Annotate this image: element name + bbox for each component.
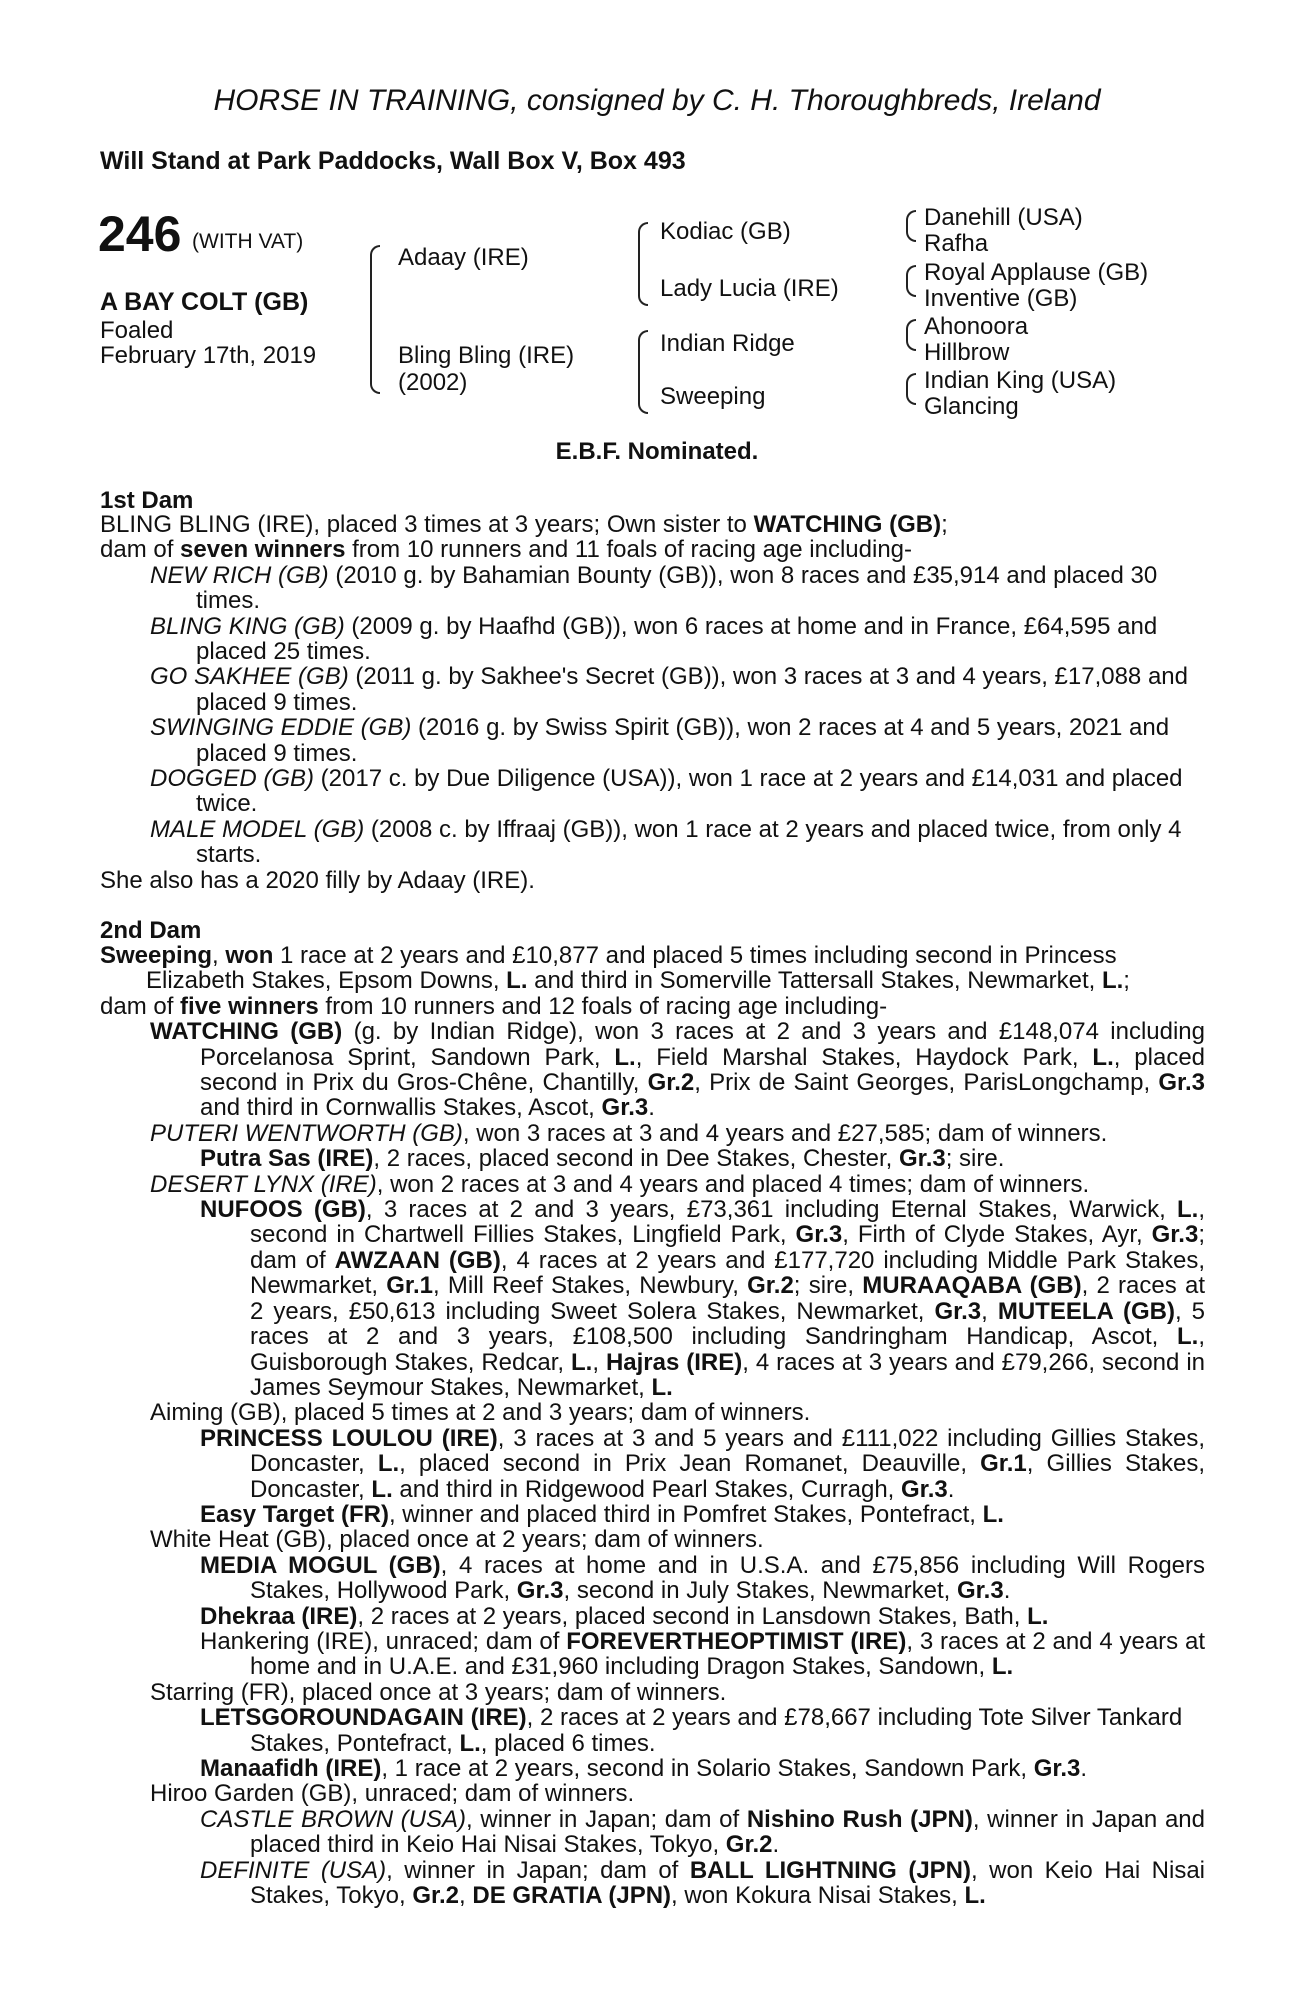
produce-dogged: DOGGED (GB) (2017 c. by Due Diligence (USA)), won 1 race at 2 years and £14,031 and placed twice. <box>150 765 1183 818</box>
pedigree-g1: Danehill (USA) <box>924 204 1083 231</box>
pedigree-brace-g2 <box>906 265 916 297</box>
second-dam-section <box>100 943 1205 1908</box>
produce-puteri-wentworth: PUTERI WENTWORTH (GB), won 3 races at 3 and 4 years and £27,585; dam of winners. <box>150 1119 1108 1147</box>
produce-watching: WATCHING (GB) (g. by Indian Ridge), won 3 races at 2 and 3 years and £148,074 including Porcelanosa Sprint, Sandown Park, L., Field Marshal Stakes, Haydock Park, L., placed second in Prix du Gros-Chêne, Chantilly, Gr.2, Prix de Saint Georges, ParisLongchamp, Gr.3 and third in Cornwallis Stakes, Ascot, Gr.3. <box>150 1018 1206 1122</box>
lot-number: 246 <box>98 206 182 262</box>
pedigree-sire-sire: Kodiac (GB) <box>660 218 791 245</box>
produce-media-mogul: MEDIA MOGUL (GB), 4 races at home and in U.S.A. and £75,856 including Will Rogers Stakes, Hollywood Park, Gr.3, second in July Stakes, Newmarket, Gr.3. <box>200 1551 1206 1605</box>
produce-hiroo-garden: Hiroo Garden (GB), unraced; dam of winners. <box>150 1780 635 1808</box>
pedigree-brace-g1 <box>906 210 916 242</box>
produce-bling-king: BLING KING (GB) (2009 g. by Haafhd (GB)), won 6 races at home and in France, £64,595 and placed 25 times. <box>150 612 1158 666</box>
pedigree-brace-main <box>370 245 380 394</box>
pedigree-sire-dam: Lady Lucia (IRE) <box>660 275 839 302</box>
produce-castle-brown: CASTLE BROWN (USA), winner in Japan; dam of Nishino Rush (JPN), winner in Japan and placed third in Keio Hai Nisai Stakes, Tokyo, Gr.2. <box>200 1805 1205 1859</box>
foaled-date: February 17th, 2019 <box>100 342 317 369</box>
pedigree-dam-sire: Indian Ridge <box>660 330 795 357</box>
produce-letsgoroundagain: LETSGOROUNDAGAIN (IRE), 2 races at 2 years and £78,667 including Tote Silver Tankard Stakes, Pontefract, L., placed 6 times. <box>200 1704 1183 1757</box>
pedigree-dam-year: (2002) <box>398 369 468 396</box>
pedigree-brace-g4 <box>906 373 916 405</box>
produce-desert-lynx: DESERT LYNX (IRE), won 2 races at 3 and 4 years and placed 4 times; dam of winners. <box>150 1170 1090 1198</box>
first-dam-note: She also has a 2020 filly by Adaay (IRE). <box>100 866 535 894</box>
pedigree-dam-dam: Sweeping <box>660 383 766 410</box>
stand-location: Will Stand at Park Paddocks, Wall Box V, Box 493 <box>100 147 686 175</box>
second-dam-intro: Sweeping, won 1 race at 2 years and £10,877 and placed 5 times including second in Princess Elizabeth Stakes, Epsom Downs, L. and third in Somerville Tattersall Stakes, Newmarket, L.; <box>100 942 1130 995</box>
produce-definite: DEFINITE (USA), winner in Japan; dam of BALL LIGHTNING (JPN), won Keio Hai Nisai Stakes, Tokyo, Gr.2, DE GRATIA (JPN), won Kokura Nisai Stakes, L. <box>200 1856 1205 1910</box>
pedigree-g6: Hillbrow <box>924 339 1010 366</box>
pedigree-g7: Indian King (USA) <box>924 367 1117 394</box>
produce-swinging-eddie: SWINGING EDDIE (GB) (2016 g. by Swiss Spirit (GB)), won 2 races at 4 and 5 years, 2021 and placed 9 times. <box>150 714 1170 767</box>
pedigree-brace-sire <box>638 222 648 306</box>
produce-new-rich: NEW RICH (GB) (2010 g. by Bahamian Bounty (GB)), won 8 races and £35,914 and placed 30 times. <box>150 561 1158 615</box>
ebf-note: E.B.F. Nominated. <box>555 438 759 465</box>
produce-nufoos: NUFOOS (GB), 3 races at 2 and 3 years, £73,361 including Eternal Stakes, Warwick, L., second in Chartwell Fillies Stakes, Lingfield Park, Gr.3, Firth of Clyde Stakes, Ayr, Gr.3; dam of AWZAAN (GB), 4 races at 2 years and £177,720 including Middle Park Stakes, Newmarket, Gr.1, Mill Reef Stakes, Newbury, Gr.2; sire, MURAAQABA (GB), 2 races at 2 years, £50,613 including Sweet Solera Stakes, Newmarket, Gr.3, MUTEELA (GB), 5 races at 2 and 3 years, £108,500 including Sandringham Handicap, Ascot, L., Guisborough Stakes, Redcar, L., Hajras (IRE), 4 races at 3 years and £79,266, second in James Seymour Stakes, Newmarket, L. <box>200 1196 1205 1401</box>
vat-note: (WITH VAT) <box>192 230 304 253</box>
pedigree-g2: Rafha <box>924 230 989 257</box>
foaled-label: Foaled <box>100 317 174 344</box>
pedigree-g3: Royal Applause (GB) <box>924 259 1149 286</box>
produce-starring: Starring (FR), placed once at 3 years; dam of winners. <box>150 1678 727 1706</box>
produce-putra-sas: Putra Sas (IRE), 2 races, placed second in Dee Stakes, Chester, Gr.3; sire. <box>200 1145 1005 1173</box>
pedigree-g4: Inventive (GB) <box>924 285 1078 312</box>
produce-aiming: Aiming (GB), placed 5 times at 2 and 3 years; dam of winners. <box>150 1399 811 1427</box>
pedigree-brace-dam <box>638 330 648 414</box>
produce-male-model: MALE MODEL (GB) (2008 c. by Iffraaj (GB)), won 1 race at 2 years and placed twice, from only 4 starts. <box>150 815 1182 869</box>
second-dam-heading: 2nd Dam <box>100 917 202 944</box>
pedigree-sire: Adaay (IRE) <box>398 244 529 271</box>
first-dam-produce-summary: dam of seven winners from 10 runners and 11 foals of racing age including- <box>100 536 913 564</box>
page-title: HORSE IN TRAINING, consigned by C. H. Thoroughbreds, Ireland <box>213 84 1101 117</box>
first-dam-intro: BLING BLING (IRE), placed 3 times at 3 years; Own sister to WATCHING (GB); <box>100 511 948 538</box>
pedigree-dam: Bling Bling (IRE) <box>398 342 575 369</box>
produce-dhekraa: Dhekraa (IRE), 2 races at 2 years, placed second in Lansdown Stakes, Bath, L. <box>200 1602 1049 1630</box>
second-dam-produce-summary: dam of five winners from 10 runners and 12 foals of racing age including- <box>100 992 888 1020</box>
pedigree-brace-g3 <box>906 319 916 351</box>
lot-description: A BAY COLT (GB) <box>100 288 309 316</box>
first-dam-section <box>100 512 1205 893</box>
produce-easy-target: Easy Target (FR), winner and placed third in Pomfret Stakes, Pontefract, L. <box>200 1500 1004 1528</box>
produce-go-sakhee: GO SAKHEE (GB) (2011 g. by Sakhee's Secret (GB)), won 3 races at 3 and 4 years, £17,088 and placed 9 times. <box>150 663 1188 716</box>
produce-hankering: Hankering (IRE), unraced; dam of FOREVERTHEOPTIMIST (IRE), 3 races at 2 and 4 years at home and in U.A.E. and £31,960 including Dragon Stakes, Sandown, L. <box>200 1627 1205 1681</box>
produce-princess-loulou: PRINCESS LOULOU (IRE), 3 races at 3 and 5 years and £111,022 including Gillies Stakes, Doncaster, L., placed second in Prix Jean Romanet, Deauville, Gr.1, Gillies Stakes, Doncaster, L. and third in Ridgewood Pearl Stakes, Curragh, Gr.3. <box>200 1424 1206 1503</box>
pedigree-g5: Ahonoora <box>924 313 1029 340</box>
first-dam-heading: 1st Dam <box>100 487 194 514</box>
produce-manaafidh: Manaafidh (IRE), 1 race at 2 years, second in Solario Stakes, Sandown Park, Gr.3. <box>200 1755 1088 1782</box>
pedigree-g8: Glancing <box>924 393 1019 420</box>
produce-white-heat: White Heat (GB), placed once at 2 years; dam of winners. <box>150 1526 764 1554</box>
